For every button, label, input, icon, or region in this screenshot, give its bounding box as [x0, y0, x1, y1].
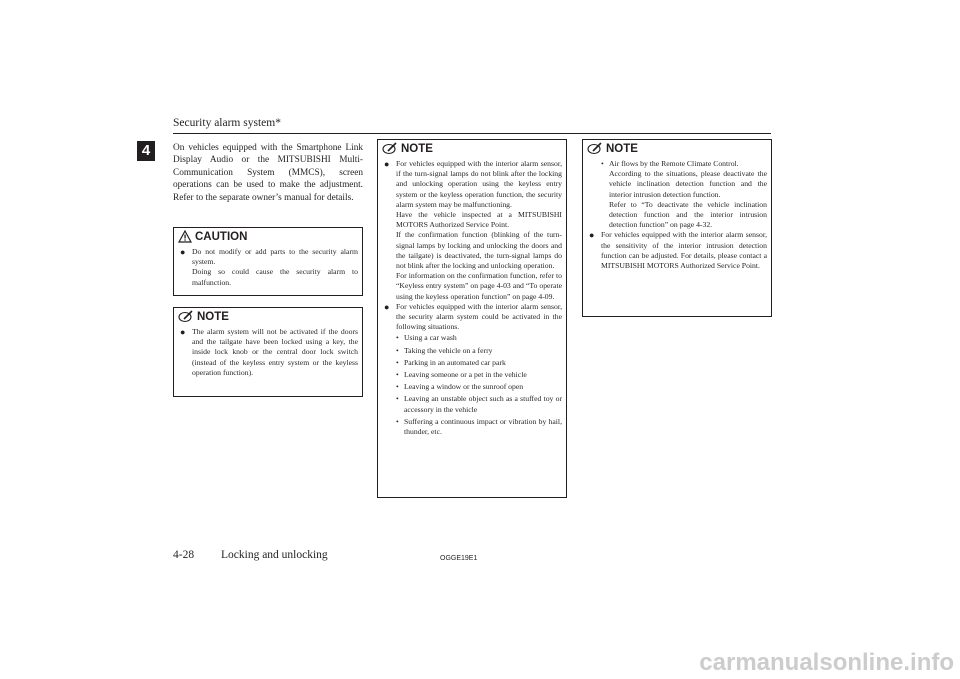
note-box-3 — [582, 139, 772, 317]
note1-header — [174, 308, 229, 325]
note2-bullet-1 — [384, 159, 562, 302]
situation-item: • Leaving someone or a pet in the vehicle — [396, 370, 527, 380]
bullet-marker: ● — [180, 327, 186, 337]
note2-body — [378, 159, 566, 437]
caution-box — [173, 227, 363, 296]
caution-bullet-text: Do not modify or add parts to the security alarm system. — [192, 247, 358, 267]
situation-item: • Leaving a window or the sunroof open — [396, 382, 524, 392]
note3-header — [583, 140, 638, 157]
note3-sub-text: Air flows by the Remote Climate Control. — [609, 159, 739, 168]
note1-bullet-text: The alarm system will not be activated if the doors and the tailgate have been locked using a key, the inside lock knob or the central door lock switch (instead of the keyless entry system or the keyless operation function). — [192, 327, 358, 377]
note3-sub-para-2: According to the situations, please deactivate the vehicle inclination detection function and the interior intrusion detection function. — [609, 169, 767, 199]
warning-triangle-icon — [178, 230, 192, 243]
caution-bullet — [180, 247, 358, 288]
note3-sub-item: • Air flows by the Remote Climate Control. According to the situations, please deactivate the vehicle inclination detection function and the interior intrusion detection function. Refer to “To deactivate the vehicle inclination detection function and the interior intrusion detection function” on page 4-32. — [601, 159, 767, 230]
header-title: Security alarm system* — [173, 117, 281, 129]
caution-body — [174, 247, 362, 288]
note-box-1 — [173, 307, 363, 397]
note1-label: NOTE — [197, 310, 229, 323]
note1-body — [174, 327, 362, 378]
note3-body — [583, 159, 771, 271]
note3-label: NOTE — [606, 142, 638, 155]
page-number: 4-28 — [173, 549, 195, 561]
note2-bullet-2 — [384, 302, 562, 333]
section-name: Locking and unlocking — [221, 549, 328, 561]
chapter-tab: 4 — [137, 141, 155, 161]
caution-bullet-extra: Doing so could cause the security alarm to malfunction. — [192, 267, 358, 287]
note-pencil-icon — [382, 142, 398, 155]
note-box-2 — [377, 139, 567, 498]
bullet-marker: ● — [180, 247, 186, 257]
situation-item: • Parking in an automated car park — [396, 357, 506, 367]
note2-label: NOTE — [401, 142, 433, 155]
note3-sub-para-3: Refer to “To deactivate the vehicle inclination detection function and the interior intrusion detection function” on page 4-32. — [609, 199, 767, 230]
note2-bullet-2-text: For vehicles equipped with the interior alarm sensor, the security alarm system could be activated in the following situations. — [396, 301, 562, 332]
bullet-marker: ● — [384, 159, 390, 169]
document-code: OGGE19E1 — [440, 555, 478, 562]
watermark: carmanualsonline.info — [699, 649, 954, 676]
caution-label: CAUTION — [195, 230, 248, 243]
note1-bullet — [180, 327, 358, 378]
caution-header — [174, 228, 247, 245]
situation-item: • Using a car wash — [396, 333, 457, 343]
note-pencil-icon — [178, 310, 194, 323]
note2-bullet-1-para-4: For information on the confirmation function, refer to “Keyless entry system” on page 4-03 and “To operate using the keyless operation function” on page 4-09. — [396, 271, 562, 301]
note3-bullet — [589, 230, 767, 271]
note2-bullet-1-para-3: If the confirmation function (blinking of the turn-signal lamps by locking and unlocking the doors and the tailgate) is deactivated, the turn-signal lamps do not blink after the locking and unlocking operation. — [396, 230, 562, 271]
header-rule — [173, 133, 771, 134]
note2-bullet-1-para-2: Have the vehicle inspected at a MITSUBISHI MOTORS Authorized Service Point. — [396, 210, 562, 230]
situation-item: • Suffering a continuous impact or vibration by hail, thunder, etc. — [396, 416, 562, 437]
situation-item: • Taking the vehicle on a ferry — [396, 345, 493, 355]
note-pencil-icon — [587, 142, 603, 155]
note2-header — [378, 140, 433, 157]
intro-paragraph: On vehicles equipped with the Smartphone Link Display Audio or the MITSUBISHI Multi-Communication System (MMCS), screen operations can be used to make the adjustment. Refer to the separate owner’s manual for details. — [173, 143, 363, 203]
note2-bullet-1-text: For vehicles equipped with the interior alarm sensor, if the turn-signal lamps do not blink after the locking and unlocking operation using the keyless entry system or the keyless operation function, the security alarm system may be malfunctioning. — [396, 159, 562, 209]
bullet-marker: ● — [589, 230, 595, 241]
bullet-marker: ● — [384, 301, 390, 312]
situation-item: • Leaving an unstable object such as a stuffed toy or accessory in the vehicle — [396, 394, 562, 414]
note3-bullet-text: For vehicles equipped with the interior alarm sensor, the sensitivity of the interior intrusion detection function can be adjusted. For details, please contact a MITSUBISHI MOTORS Authorized Service Point. — [601, 230, 767, 271]
